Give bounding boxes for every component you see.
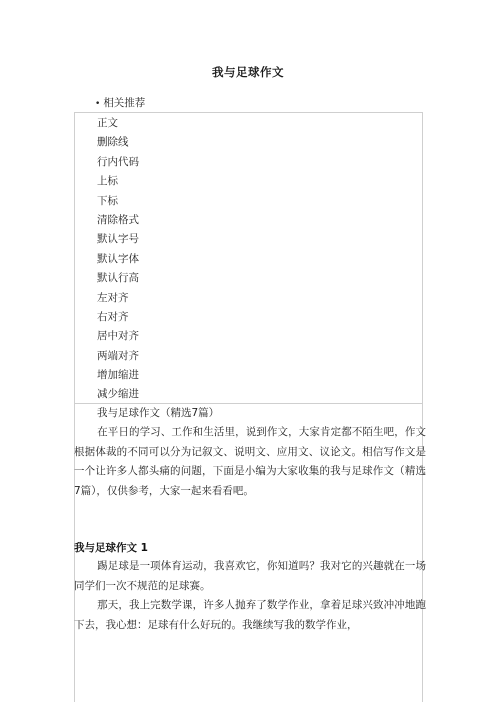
section1-paragraph-1 — [74, 557, 426, 596]
menu-item-default-font[interactable]: 默认字体 — [97, 252, 139, 265]
menu-item-superscript[interactable]: 上标 — [97, 175, 118, 188]
section1-paragraph-2 — [74, 596, 426, 635]
menu-item-body-text[interactable]: 正文 — [97, 117, 118, 129]
menu-item-default-font-size[interactable]: 默认字号 — [97, 233, 139, 246]
intro-text: 在平日的学习、工作和生活里，说到作文，大家肯定都不陌生吧，作文根据体裁的不同可以分为记叙文、说明文、应用文、议论文。相信写作文是一个让许多人都头痛的问题，下面是小编为大家收集的我与足球作文（精选7篇），仅供参考，大家一起来看看吧。 — [74, 426, 426, 497]
document-title: 我与足球作文 — [212, 65, 284, 79]
menu-item-justify[interactable]: 两端对齐 — [97, 349, 139, 362]
menu-item-decrease-indent[interactable]: 减少缩进 — [97, 388, 139, 401]
menu-item-strikethrough[interactable]: 删除线 — [97, 136, 129, 149]
menu-item-align-right[interactable]: 右对齐 — [97, 310, 129, 323]
section1-p1-text: 踢足球是一项体育运动，我喜欢它，你知道吗？我对它的兴趣就在一场同学们一次不规范的足球赛。 — [74, 560, 426, 592]
menu-item-default-line-height[interactable]: 默认行高 — [97, 272, 139, 285]
menu-item-subscript[interactable]: 下标 — [97, 194, 118, 207]
menu-item-increase-indent[interactable]: 增加缩进 — [97, 369, 139, 382]
menu-item-clear-format[interactable]: 清除格式 — [97, 213, 139, 226]
menu-item-inline-code[interactable]: 行内代码 — [97, 155, 139, 168]
article-subtitle: 我与足球作文（精选7篇） — [97, 407, 220, 419]
related-recommend-header[interactable] — [95, 95, 145, 110]
menu-item-align-left[interactable]: 左对齐 — [97, 291, 129, 304]
bullet-icon: • — [95, 99, 101, 109]
menu-item-align-center[interactable]: 居中对齐 — [97, 330, 139, 343]
format-menu — [97, 114, 139, 405]
section-heading-1: 我与足球作文 1 — [74, 542, 148, 554]
recommend-label: 相关推荐 — [103, 97, 146, 109]
section1-p2-text: 那天，我上完数学课，许多人抛弃了数学作业，拿着足球兴致冲冲地跑下去，我心想：足球有什么好玩的。我继续写我的数学作业， — [74, 599, 426, 631]
intro-paragraph — [74, 423, 426, 501]
